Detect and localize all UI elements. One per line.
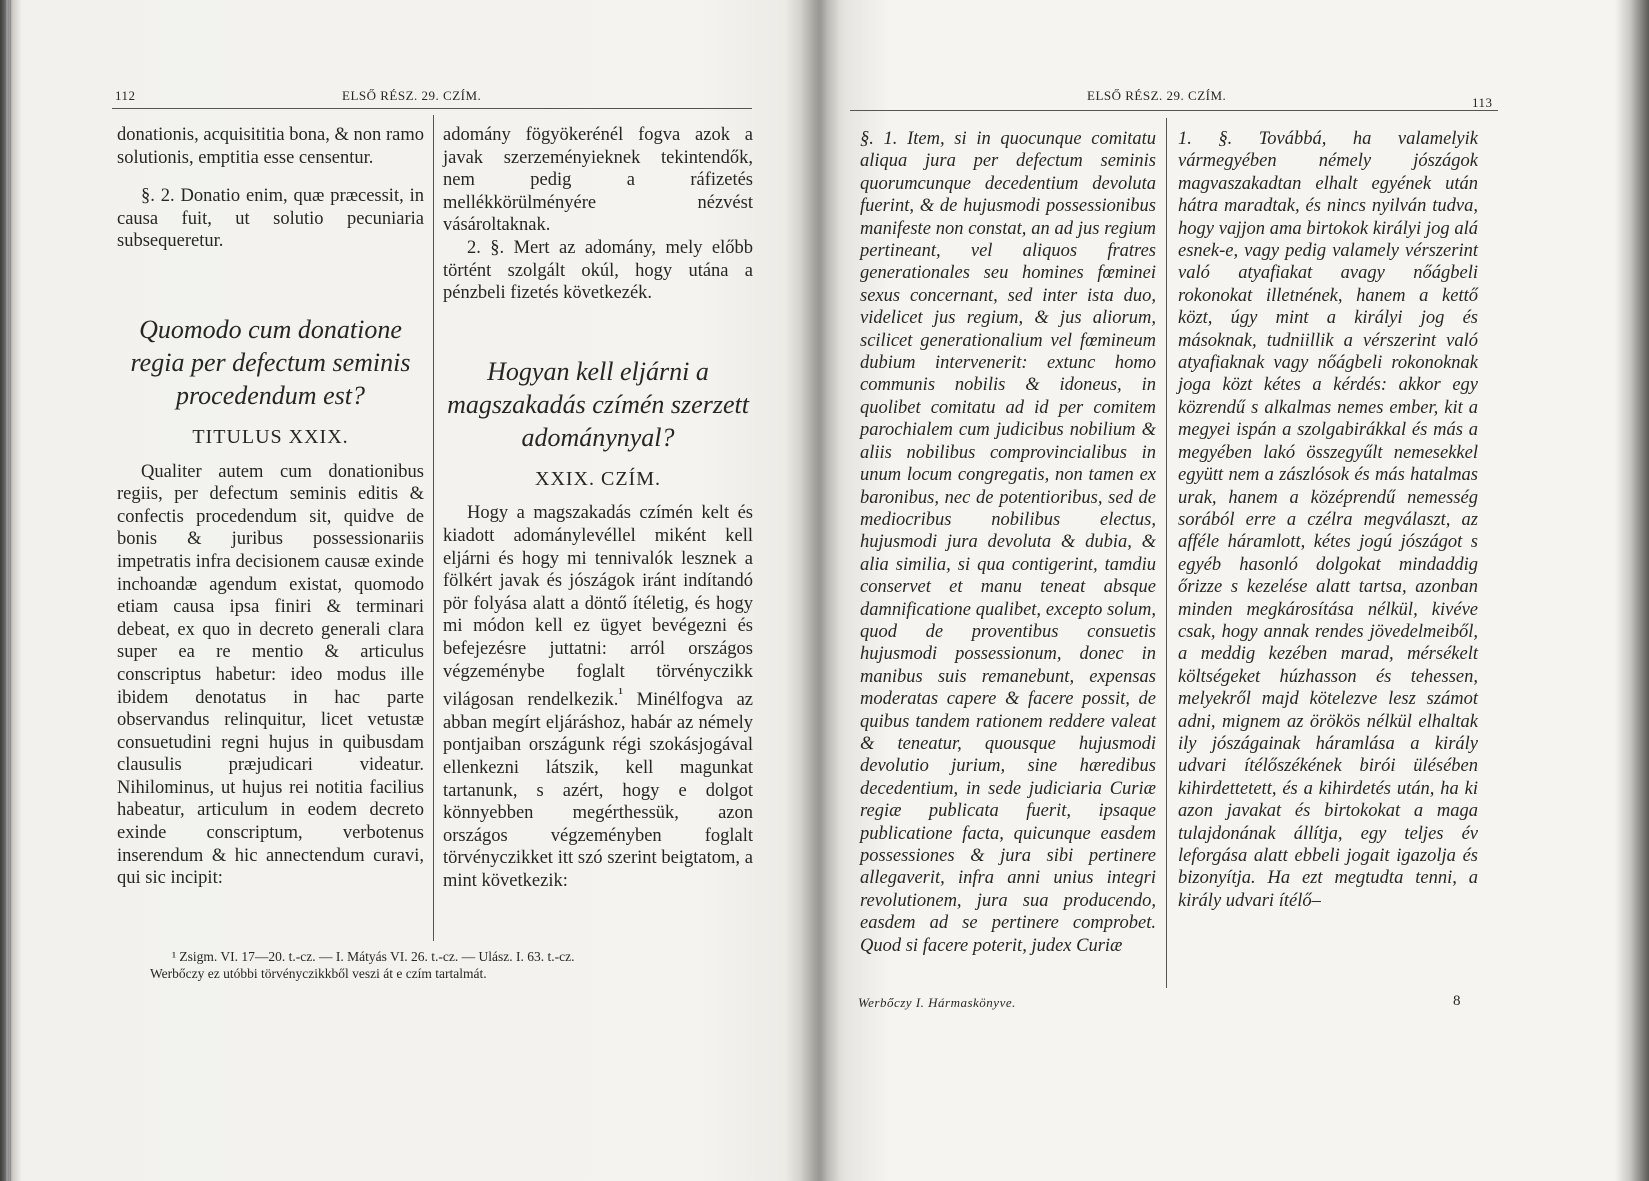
hungarian-paragraph-3-text: Hogy a magszakadás czímén kelt és kiadott adománylevéllel miként kell eljárni és hogy mi tennivalók lesznek a fölkért javak és jószágok iránt indítandó pör folyása alatt a döntő ítéletig, és hogy mi módon kell ez ügyet bevégezni és befejezésre juttatni: arról országos végzeménybe foglalt törvényczikk világosan rendelkezik. (443, 503, 753, 711)
signature-mark: 8 (1453, 993, 1461, 1009)
page-stack-edge (6, 0, 11, 1181)
latin-paragraph-3: Qualiter autem cum donationibus regiis, per defectum seminis editis & confectis procedendum sit, quidve de bonis & juribus possessionariis impetratis infra decisionem causæ exinde inchoandæ agendum existat, quomodo etiam causa ipsa finiri & terminari debeat, ex quo in decreto generali clara super ea re mentio & articulus conscriptus habetur: ideo modus ille ibidem denotatus in hac parte observandus relinquitur, licet vetustæ consuetudini regni hujus in quibusdam clausulis præjudicari videatur. Nihilominus, ut hujus rei notitia facilius habeatur, articulum in eodem decreto exinde conscriptum, verbotenus inserendum & hic annectendum curavi, qui sic incipit: (117, 461, 424, 889)
latin-heading: Quomodo cum donatione regia per defectum seminis procedendum est? (130, 314, 411, 410)
footnote-line-1: ¹ Zsigm. VI. 17—20. t.-cz. — I. Mátyás VI. 26. t.-cz. — Ulász. I. 63. t.-cz. (172, 949, 575, 964)
hungarian-paragraph-1: adomány fögyökerénél fogva azok a javak szerzeményieknek tekintendők, nem pedig a ráfizetés mellékkörülményére nézvést vásároltaknak. (443, 125, 753, 236)
hungarian-heading: Hogyan kell eljárni a magszakadás czímén szerzett adománynyal? (447, 356, 749, 452)
footnote-mark: ¹ (618, 685, 624, 703)
hungarian-paragraph-3-rest: Minélfogva az abban megírt eljáráshoz, habár az némely pontjaiban országunk régi szokásjogával ellenkezni látszik, kell magunkat tartanunk, s azért, hogy e dolgot könnyebben megérthessük, azon országos végzeményben foglalt törvényczikket itt szó szerint beigtatom, a mint következik: (443, 690, 753, 891)
right-running-head: ELSŐ RÉSZ. 29. CZÍM. (1087, 88, 1227, 103)
hungarian-title: XXIX. CZÍM. (535, 467, 661, 490)
left-column-divider (433, 115, 434, 941)
latin-title: TITULUS XXIX. (192, 425, 349, 448)
hungarian-paragraph-3 (443, 502, 753, 892)
hungarian-paragraph-2: 2. §. Mert az adomány, mely előbb történt szolgált okúl, hogy utána a pénzbeli fizetés következék. (443, 237, 753, 304)
right-latin-column: §. 1. Item, si in quocunque comitatu aliqua jura per defectum seminis quorumcunque decedentium devoluta fuerint, & de hujusmodi possessionibus manifeste non constat, an ad jus regium pertineant, vel aliquos fratres generationales seu homines fœminei sexus concernant, sed inter ista duo, videlicet jus regium, & jus aliorum, scilicet generationalium vel fœmineum dubium intervenerit: extunc homo communis nobilis & idoneus, in quolibet comitatu ad id per comitem parochialem cum judicibus nobilium & aliis nobilibus comprovincialibus in unum locum congregatis, non tamen ex baronibus, nec de potentioribus, sed de mediocribus nobilibus electus, hujusmodi jura devoluta & dubia, & alia similia, si qua contigerint, tamdiu conservet et manu teneat absque damnificatione qualibet, excepto solum, quod de proventibus consuetis hujusmodi possessionum, donec in manibus suis remanebunt, expensas moderatas capere & facere possit, de quibus tandem rationem reddere valeat & teneatur, quousque hujusmodi devolutio jurium, sine hæredibus decedentium, in sede judiciaria Curiæ regiæ publicata fuerit, ipsaque publicatione facta, quicunque easdem possessiones & jura sibi pertinere allegaverit, infra anni unius integri revolutionem, jura sua producendo, easdem ad se pertinere comprobet. Quod si facere poterit, judex Curiæ (860, 129, 1156, 956)
left-running-head: ELSŐ RÉSZ. 29. CZÍM. (342, 88, 482, 103)
left-page-number: 112 (115, 88, 136, 103)
right-page-number: 113 (1472, 95, 1493, 110)
footnote (150, 948, 760, 982)
right-hungarian-column: 1. §. Továbbá, ha valamelyik vármegyében némely jószágok magvaszakadtan elhalt egyének után hátra maradtak, és nincs nyilván tudva, hogy vajjon ama birtokok királyi jog alá esnek-e, vagy pedig valamely vérszerint való atyafiakat avagy nőágbeli rokonokat illetnének, hanem a kettő közt, úgy mint a királyi jog és másoknak, tudniillik a vérszerint való atyafiaknak vagy nőágbeli rokonoknak joga közt kétes a kérdés: akkor egy közrendű s alkalmas nemes ember, kit a megyei ispán a szolgabirákkal és más a megyében lakó összegyűlt nemesekkel együtt nem a zászlósok és más hatalmas urak, hanem a középrendű nemesség sorából erre a czélra megválaszt, az afféle háramlott, kétes jogú jószágot s egyéb hasonló dolgokat mindaddig őrizze s kezelése alatt tartsa, azonban minden megkárosítása nélkül, kivéve csak, hogy annak rendes jövedelmeiből, a meddig kezében marad, mérsékelt költségeket húzhasson és tehessen, melyekről majd kötelezve lesz számot adni, mignem az örökös nélkül elhaltak ily jószágainak háramlása a király udvari ítélőszékének birói ülésében kihirdettetett, és a kihirdetés után, ha ki azon javakat és birtokokat a maga tulajdonának állítja, egy teljes év leforgása alatt ebbeli jogait igazolja és bizonyítja. Ha ezt megtudta tenni, a király udvari ítélő– (1178, 129, 1478, 911)
right-column-divider (1166, 118, 1167, 988)
left-latin-column (117, 124, 424, 890)
latin-paragraph-2: §. 2. Donatio enim, quæ præcessit, in causa fuit, ut solutio pecuniaria subsequeretur. (117, 186, 424, 252)
book-title-note: Werbőczy I. Hármaskönyve. (858, 995, 1016, 1010)
latin-paragraph-1: donationis, acquisititia bona, & non ramo solutionis, emptitia esse censentur. (117, 125, 424, 168)
left-hungarian-column (443, 124, 753, 893)
footnote-line-2: Werbőczy ez utóbbi törvényczikkből veszi át e czím tartalmát. (150, 966, 487, 981)
right-header-rule (850, 110, 1498, 111)
book-spine-gutter (800, 0, 846, 1181)
left-header-rule (112, 108, 752, 109)
